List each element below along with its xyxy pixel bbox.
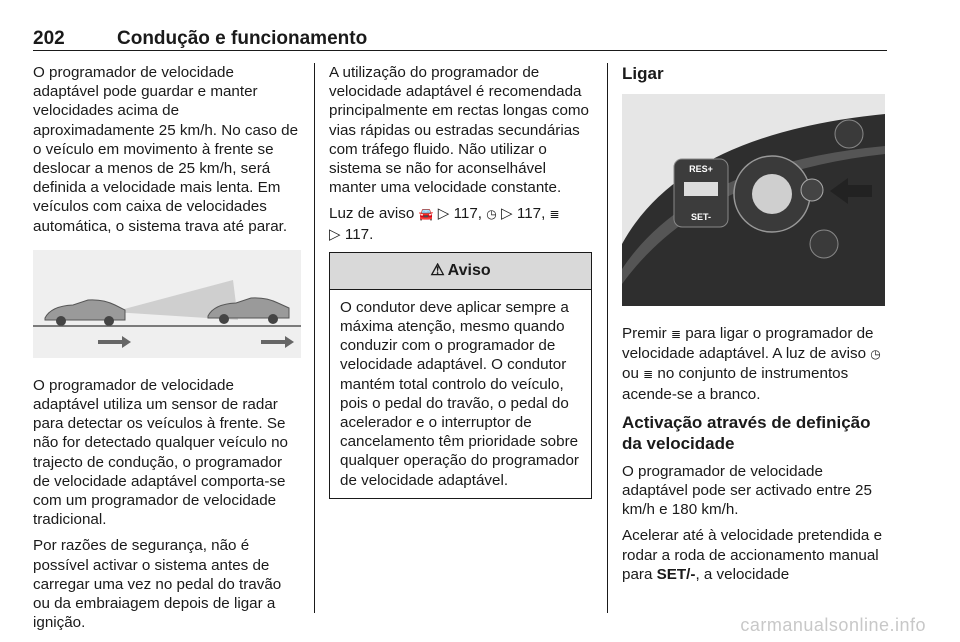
column-divider-2 bbox=[607, 63, 608, 613]
adaptive-cruise-button-icon bbox=[801, 179, 823, 201]
speedometer-icon: ◷ bbox=[486, 207, 497, 222]
arrow-right-icon bbox=[261, 336, 294, 348]
paragraph: O programador de velocidade adaptável utiliza um sensor de radar para detectar os veículos à frente. Se não for detectado qualquer veículo no trajecto de condução, o programador de velocidade adaptável comporta-se com um programador de velocidade tradicional. bbox=[33, 376, 288, 529]
speedometer-icon: ◷ bbox=[870, 347, 881, 362]
ref-text: Luz de aviso bbox=[329, 205, 419, 223]
text-run: ou bbox=[622, 365, 644, 383]
adaptive-cruise-icon: ≣ bbox=[670, 327, 681, 341]
res-set-rocker-icon bbox=[674, 159, 728, 227]
column-1 bbox=[33, 63, 301, 639]
watermark: carmanualsonline.info bbox=[740, 615, 926, 635]
page-header bbox=[33, 28, 887, 51]
warning-body: O condutor deve aplicar sempre a máxima atenção, mesmo quando conduzir com o programador de velocidade adaptável. O condutor mantém total controlo do veículo, pois o pedal do travão, o pedal do acelerador e o interruptor de cancelamento têm prioridade sobre qualquer operação do programador de velocidade adaptável. bbox=[340, 298, 579, 489]
set-minus-label: SET/- bbox=[656, 565, 696, 583]
ref-text: 117. bbox=[344, 225, 374, 243]
text-run: Premir bbox=[622, 325, 671, 342]
arrow-right-icon bbox=[98, 336, 131, 348]
radar-illustration bbox=[33, 250, 301, 358]
text-run: Acelerar até à velocidade pretendida e rodar a roda de accionamento manual para bbox=[622, 527, 883, 583]
page-ref-icon: ▷ bbox=[329, 225, 341, 243]
warning-light-references bbox=[329, 204, 592, 243]
paragraph: O programador de velocidade adaptável pode guardar e manter velocidades acima de aproximadamente 25 km/h. No caso de o veículo em movimento à frente se deslocar a menos de 25 km/h, será definida a velocidade mais lenta. Em veículos com caixa de velocidades automática, o sistema trava até parar. bbox=[33, 64, 299, 235]
column-3 bbox=[622, 63, 887, 591]
thumbwheel-icon bbox=[734, 156, 810, 232]
ref-text: 117, bbox=[512, 205, 550, 223]
car-front-icon: 🚘 bbox=[418, 207, 434, 222]
warning-box bbox=[329, 252, 592, 499]
paragraph: O programador de velocidade adaptável pode ser activado entre 25 km/h e 180 km/h. bbox=[622, 462, 872, 519]
adaptive-cruise-icon: ≣ bbox=[643, 367, 654, 382]
heading-activacao: Activação através de definição da velocidade bbox=[622, 412, 871, 453]
text-run: , a velocidade bbox=[695, 565, 790, 583]
paragraph: Por razões de segurança, não é possível activar o sistema antes de carregar uma vez no pedal do travão ou da embraiagem depois de ligar a ignição. bbox=[33, 537, 282, 632]
text-run: para ligar o programador de velocidade adaptável. A luz de aviso bbox=[622, 325, 874, 363]
warning-title: Aviso bbox=[447, 261, 491, 279]
column-2 bbox=[329, 63, 592, 499]
warning-triangle-icon: ⚠ bbox=[430, 261, 445, 279]
column-divider-1 bbox=[314, 63, 315, 613]
steering-wheel-controls-illustration bbox=[622, 94, 885, 306]
text-run: no conjunto de instrumentos acende-se a branco. bbox=[622, 365, 849, 403]
section-title: Condução e funcionamento bbox=[117, 28, 368, 49]
page-ref-icon: ▷ bbox=[437, 205, 450, 223]
ref-text: 117, bbox=[449, 205, 487, 223]
paragraph bbox=[622, 324, 887, 404]
warning-header bbox=[330, 253, 591, 290]
adaptive-cruise-icon: ≣ bbox=[549, 207, 560, 222]
page-number: 202 bbox=[33, 28, 65, 49]
set-label: SET- bbox=[690, 212, 712, 222]
page-ref-icon: ▷ bbox=[500, 205, 513, 223]
paragraph: A utilização do programador de velocidade adaptável é recomendada principalmente em rectas longas como vias rápidas ou estradas secundárias com tráfego fluido. Não utilizar o sistema se não for aconselhável manter uma velocidade constante. bbox=[329, 64, 589, 197]
heading-ligar: Ligar bbox=[622, 64, 664, 83]
paragraph bbox=[622, 526, 887, 584]
rear-car-icon bbox=[45, 300, 125, 326]
res-label: RES+ bbox=[689, 164, 713, 174]
